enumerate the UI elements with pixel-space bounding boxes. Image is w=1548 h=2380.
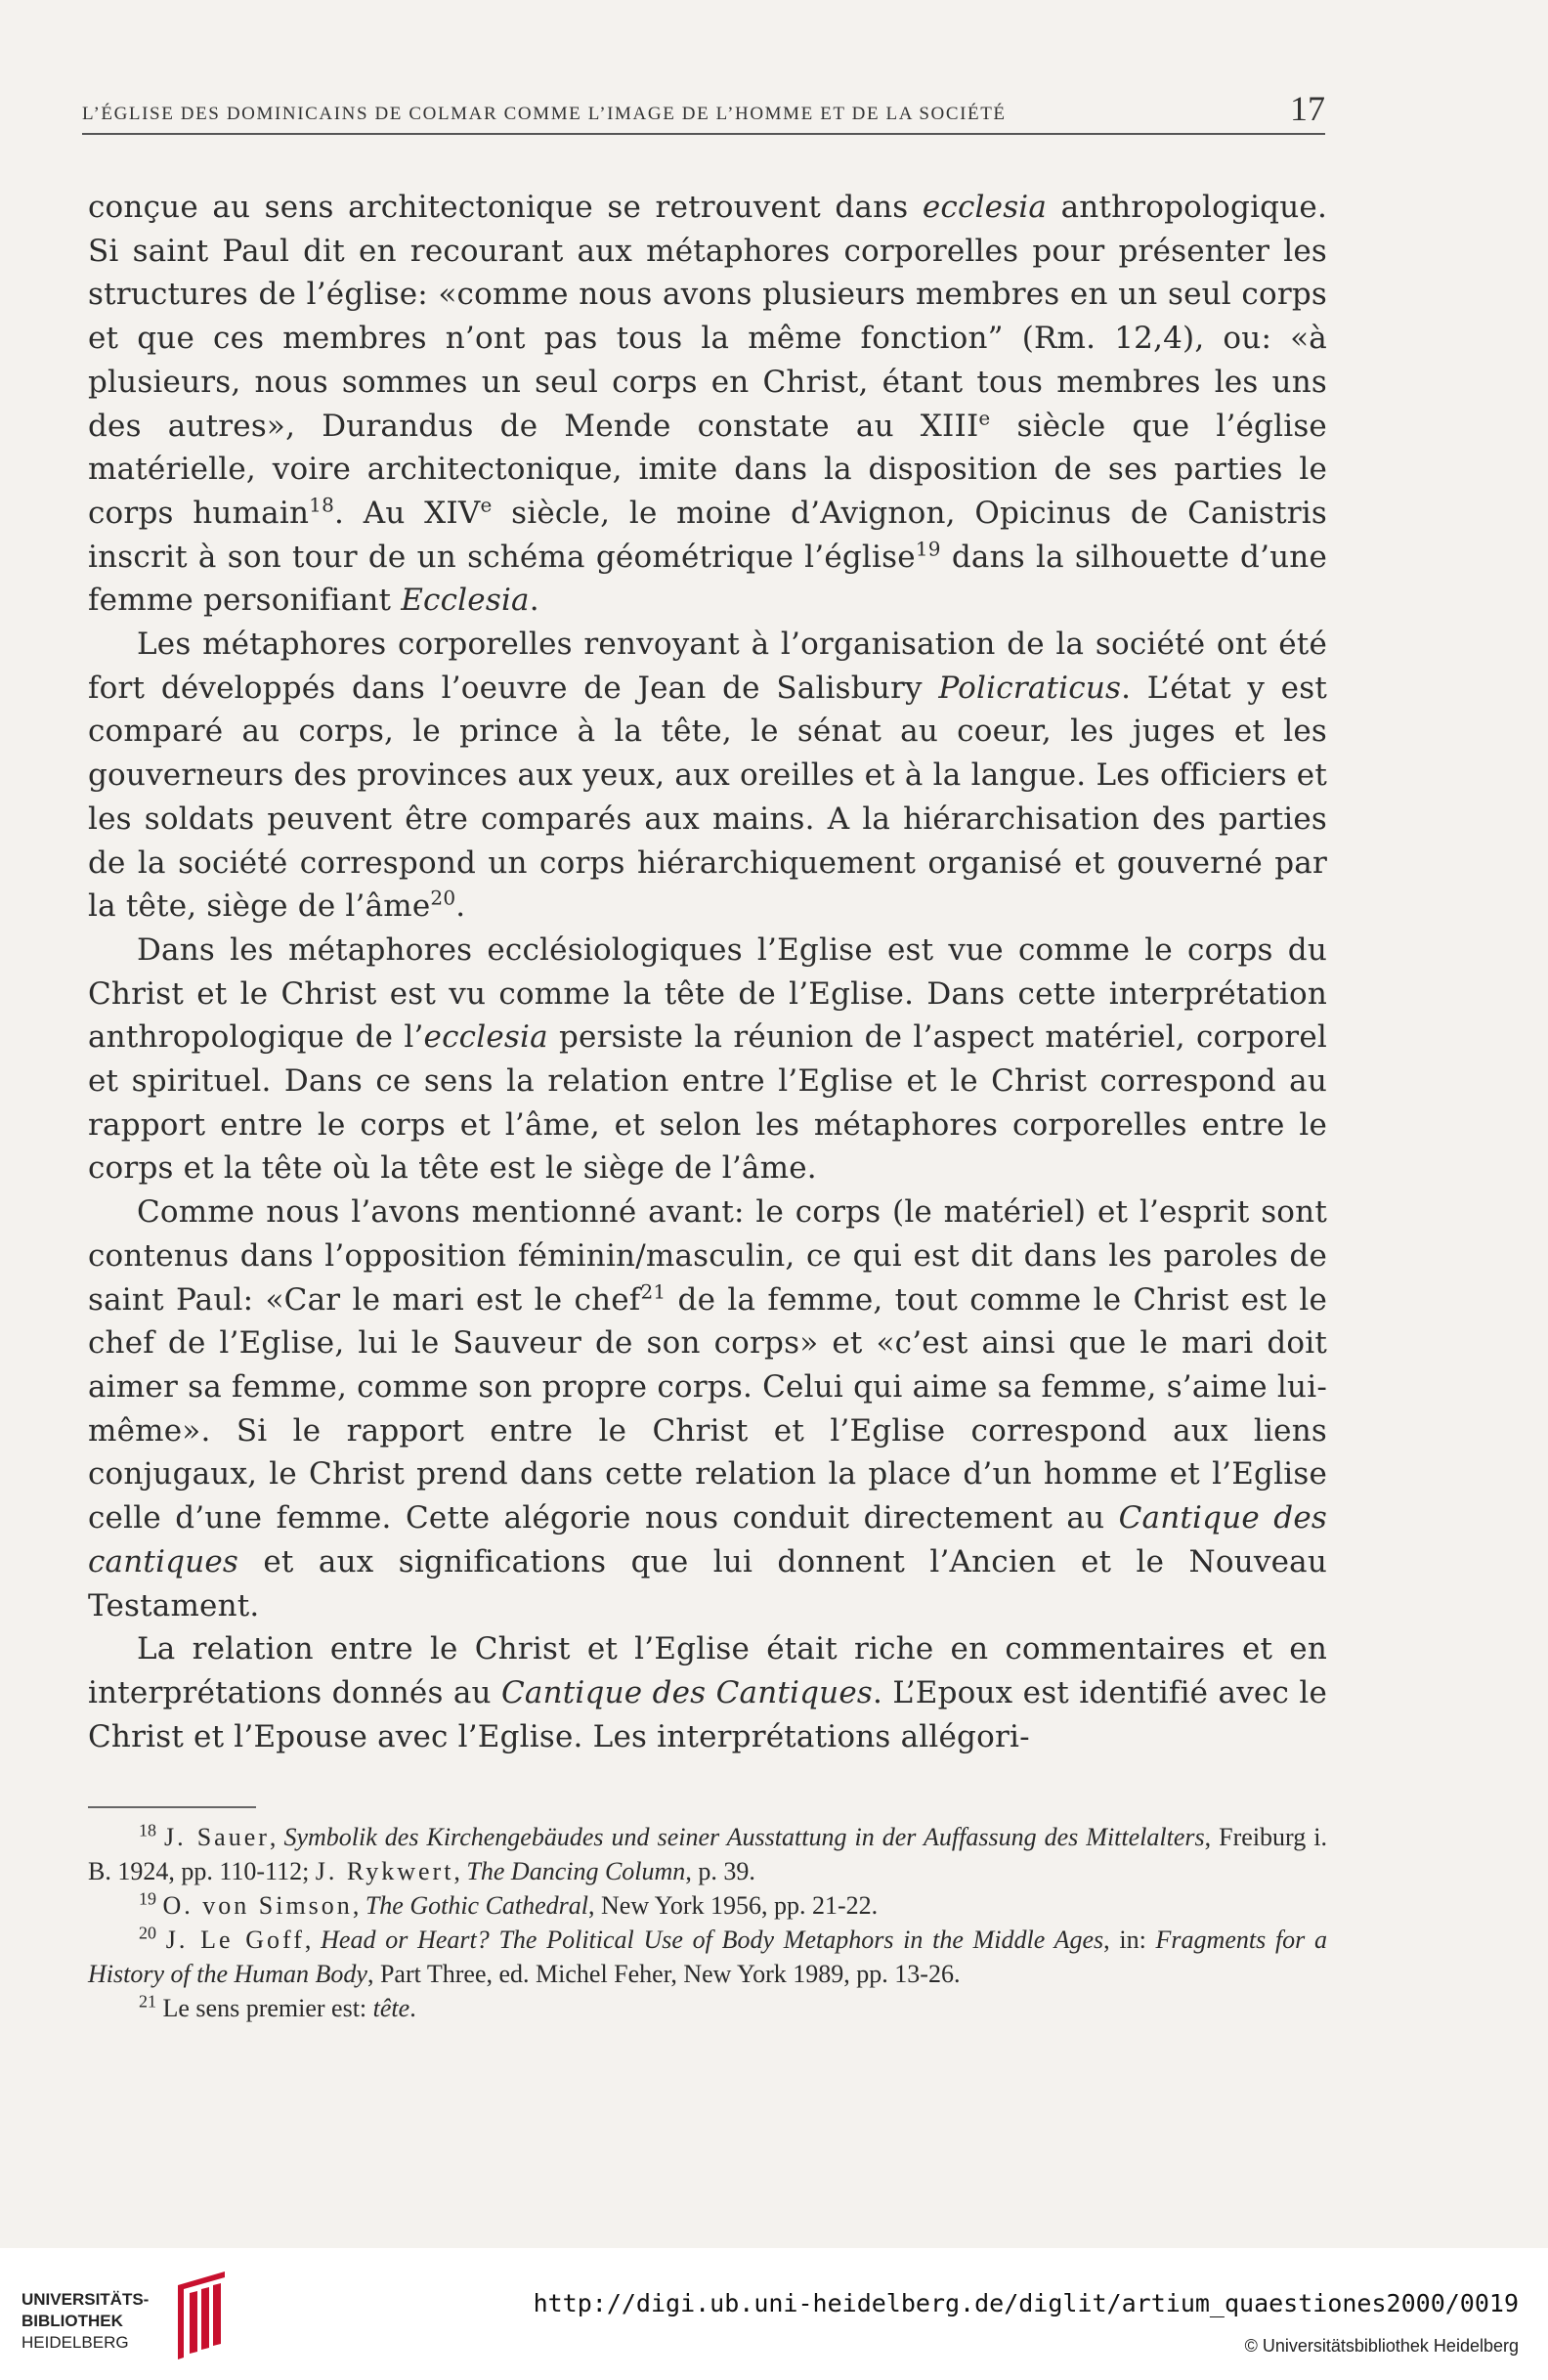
footnote-divider (88, 1806, 256, 1808)
text-run: . L’état y est comparé au corps, le prince à la tête, le sénat au coeur, les juges et les gouverneurs des provinces aux yeux, aux oreilles et à la langue. Les officiers et les soldats peuvent être comparés aux mains. A la hiérarchisation des parties de la société correspond un corps hiérarchiquement organisé et gouverné par la tête, siège de l’âme (88, 670, 1327, 925)
text-run: , New York 1956, pp. 21-22. (588, 1891, 879, 1920)
footnote-21 (88, 1991, 1327, 2025)
footnote-author: J. Le Goff (165, 1926, 305, 1954)
text-run: dans la silhouette d’une femme personifiant (88, 539, 1327, 619)
italic-term: ecclesia (423, 1019, 548, 1056)
text-run: conçue au sens architectonique se retrouvent dans (88, 190, 923, 225)
text-run: siècle, le moine d’Avignon, Opicinus de Canistris inscrit à son tour de un schéma géométrique l’église (88, 495, 1328, 575)
footnote-author: J. Rykwert (315, 1857, 454, 1885)
footnote-number: 20 (139, 1923, 156, 1943)
footnote-ref-19: 19 (915, 537, 941, 561)
text-run: persiste la réunion de l’aspect matériel, corporel et spirituel. Dans ce sens la relation entre l’Eglise et le Christ correspond au rapport entre le corps et l’âme, et selon les métaphores corporelles entre le corps et la tête où la tête est le siège de l’âme. (88, 1019, 1327, 1187)
italic-term: Ecclesia (401, 583, 530, 619)
running-title: L’ÉGLISE DES DOMINICAINS DE COLMAR COMME L’IMAGE DE L’HOMME ET DE LA SOCIÉTÉ (82, 104, 1007, 124)
text-run: Comme nous l’avons mentionné avant: le corps (le matériel) et l’esprit sont contenus dans l’opposition féminin/masculin, ce qui est dit dans les paroles de saint Paul: «Car le mari est le chef (88, 1194, 1327, 1318)
logo-line: BIBLIOTHEK (22, 2312, 123, 2330)
text-run: , (304, 1926, 322, 1954)
italic-term: ecclesia (922, 190, 1048, 225)
footnote-title: Symbolik des Kirchengebäudes und seiner Ausstattung in der Auffassung des Mittelalters (283, 1823, 1205, 1851)
footnote-title: Head or Heart? The Political Use of Body Metaphors in the Middle Ages (321, 1926, 1104, 1954)
footnote-title: The Dancing Column (466, 1857, 686, 1885)
paragraph-4 (88, 1190, 1327, 1627)
paragraph-2 (88, 623, 1327, 929)
text-run: , p. 39. (685, 1857, 755, 1885)
footnote-18 (88, 1820, 1327, 1888)
superscript: e (480, 493, 493, 517)
paragraph-1 (88, 186, 1327, 623)
footnote-title: tête (372, 1994, 410, 2022)
text-run: . (529, 583, 539, 619)
page-number: 17 (1290, 89, 1325, 128)
text-run: Le sens premier est: (162, 1994, 373, 2022)
text-run: . (455, 888, 466, 925)
footnote-number: 18 (139, 1820, 156, 1840)
text-run: de la femme, tout comme le Christ est le chef de l’Eglise, lui le Sauveur de son corps» et «c’est ainsi que le mari doit aimer sa femme, comme son propre corps. Celui qui aime sa femme, s’aime lui-même». Si le rapport entre le Christ et l’Eglise correspond aux liens conjugaux, le Christ prend dans cette relation la place d’un homme et l’Eglise celle d’une femme. Cette alégorie nous conduit directement au (88, 1281, 1327, 1536)
text-run: . (409, 1994, 416, 2022)
logo-line: HEIDELBERG (22, 2333, 129, 2352)
text-run: , (453, 1857, 467, 1885)
footnote-ref-21: 21 (640, 1279, 666, 1304)
footnote-author: O. von Simson (162, 1891, 353, 1920)
text-run: . L’Epoux est identifié avec le Christ et l’Epouse avec l’Eglise. Les interprétations allégori- (88, 1674, 1327, 1754)
footnote-20 (88, 1923, 1327, 1991)
text-run: , (352, 1891, 366, 1920)
footnote-title: Fragments for a History of the Human Body (88, 1926, 1328, 1988)
text-run: , in: (1103, 1926, 1156, 1954)
text-run: , Freiburg i. B. 1924, pp. 110-112; (88, 1823, 1327, 1885)
footnote-number: 19 (139, 1888, 156, 1909)
text-run: . Au XIV (334, 495, 481, 531)
footnotes (88, 1820, 1327, 2025)
italic-term: Policraticus (938, 670, 1122, 706)
text-run: La relation entre le Christ et l’Eglise était riche en commentaires et en interprétations donnés au (88, 1631, 1327, 1710)
footnote-title: The Gothic Cathedral (365, 1891, 589, 1920)
library-emblem-icon (168, 2268, 236, 2365)
italic-term: Cantique des cantiques (88, 1500, 1327, 1579)
logo-text (22, 2289, 149, 2354)
running-header (82, 86, 1325, 135)
paragraph-5 (88, 1627, 1327, 1758)
text-run: et aux significations que lui donnent l’Ancien et le Nouveau Testament. (88, 1543, 1327, 1623)
logo-line: UNIVERSITÄTS- (22, 2290, 150, 2309)
italic-term: Cantique des Cantiques (501, 1674, 873, 1710)
text-run: , Part Three, ed. Michel Feher, New York 1989, pp. 13-26. (366, 1960, 961, 1988)
footnote-number: 21 (139, 1991, 156, 2012)
copyright-notice: © Universitätsbibliothek Heidelberg (1244, 2336, 1519, 2356)
text-run: siècle que l’église matérielle, voire architectonique, imite dans la disposition de ses parties le corps humain (88, 408, 1327, 531)
library-logo[interactable] (22, 2268, 256, 2365)
superscript: e (978, 406, 991, 430)
paragraph-3 (88, 929, 1327, 1190)
main-text (88, 186, 1327, 1758)
source-url-link[interactable]: http://digi.ub.uni-heidelberg.de/diglit/artium_quaestiones2000/0019 (533, 2289, 1519, 2317)
footnote-19 (88, 1888, 1327, 1923)
text-run: Les métaphores corporelles renvoyant à l’organisation de la société ont été fort développés dans l’oeuvre de Jean de Salisbury (88, 627, 1327, 706)
footnote-ref-18: 18 (309, 493, 335, 517)
footnote-ref-20: 20 (430, 886, 456, 910)
text-run: Dans les métaphores ecclésiologiques l’Eglise est vue comme le corps du Christ et le Christ est vu comme la tête de l’Eglise. Dans cette interprétation anthropologique de l’ (88, 931, 1327, 1056)
footnote-author: J. Sauer (164, 1823, 270, 1851)
text-run: anthropologique. Si saint Paul dit en recourant aux métaphores corporelles pour présenter les structures de l’église: «comme nous avons plusieurs membres en un seul corps et que ces membres n’ont pas tous la même fonction” (Rm. 12,4), ou: «à plusieurs, nous sommes un seul corps en Christ, étant tous membres les uns des autres», Durandus de Mende constate au XIII (88, 190, 1327, 444)
text-run: , (269, 1823, 284, 1851)
